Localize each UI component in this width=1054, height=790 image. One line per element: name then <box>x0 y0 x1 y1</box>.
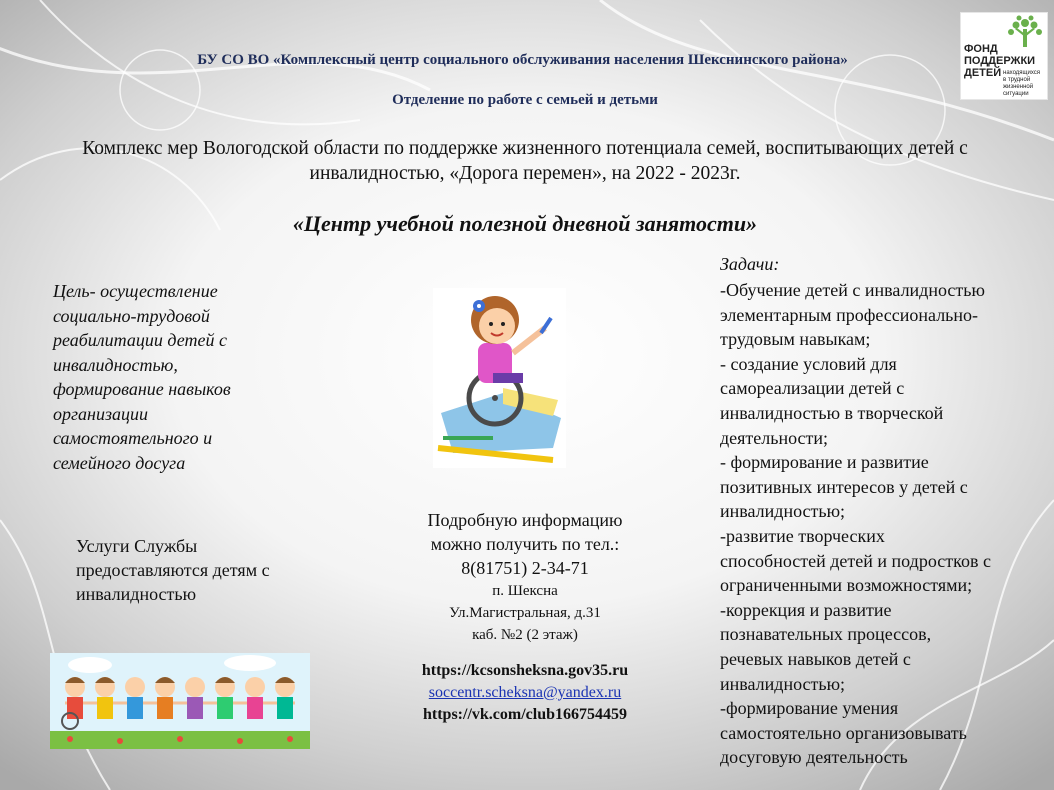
center-title: «Центр учебной полезной дневной занятости» <box>292 211 758 236</box>
task-line: деятельности; <box>720 427 829 448</box>
services-line: предоставляются детям с <box>76 560 270 580</box>
task-line: речевых навыков детей с <box>720 648 911 669</box>
address-room: каб. №2 (2 этаж) <box>472 627 578 643</box>
program-description-line: Комплекс мер Вологодской области по поддержке жизненного потенциала семей, воспитывающих детей с <box>82 138 968 159</box>
task-line: - формирование и развитие <box>720 452 929 473</box>
address-town: п. Шексна <box>492 583 558 599</box>
logo-sub-line: жизненной <box>1003 84 1034 90</box>
logo-subtitle <box>1003 70 1040 98</box>
goal-line: семейного досуга <box>53 452 186 473</box>
task-line: - создание условий для <box>720 353 897 374</box>
task-line: ограниченными возможностями; <box>720 575 973 596</box>
goal-line: инвалидностью, <box>53 354 178 375</box>
task-line: досуговую деятельность <box>720 747 908 768</box>
task-line: -Обучение детей с инвалидностью <box>720 280 985 300</box>
organization-title: БУ СО ВО «Комплексный центр социального обслуживания населения Шекснинского района» <box>197 52 848 68</box>
phone-number: 8(81751) 2-34-71 <box>461 558 589 578</box>
address-street: Ул.Магистральная, д.31 <box>449 605 601 621</box>
task-line: познавательных процессов, <box>720 624 932 645</box>
services-line: Услуги Службы <box>76 536 198 556</box>
contact-info <box>390 508 660 726</box>
child-wheelchair-illustration <box>433 288 566 468</box>
task-line: инвалидностью в творческой <box>720 402 944 423</box>
logo-sub-line: ситуации <box>1003 91 1029 97</box>
tasks-heading: Задачи: <box>720 254 780 274</box>
services-line: инвалидностью <box>76 584 197 604</box>
logo-line: ПОДДЕРЖКИ <box>964 55 1036 67</box>
info-line: можно получить по тел.: <box>430 534 620 554</box>
task-line: способностей детей и подростков с <box>720 550 991 571</box>
logo-sub-line: находящихся <box>1003 70 1041 76</box>
website-link[interactable]: https://kcsonsheksna.gov35.ru <box>421 662 629 679</box>
logo-line: ДЕТЕЙ <box>964 67 1002 79</box>
goal-line: реабилитации детей с <box>53 330 227 350</box>
task-line: позитивных интересов у детей с <box>720 476 968 497</box>
services-text <box>76 534 316 606</box>
task-line: -коррекция и развитие <box>720 599 892 620</box>
email-link[interactable]: soccentr.scheksna@yandex.ru <box>428 684 622 701</box>
goal-line: самостоятельного и <box>53 428 213 448</box>
task-line: самореализации детей с <box>720 378 905 399</box>
goal-line: организации <box>53 403 148 424</box>
program-description <box>30 136 1020 186</box>
task-line: -формирование умения <box>720 698 899 719</box>
logo-line: ФОНД <box>964 43 998 55</box>
program-description-line: инвалидностью, «Дорога перемен», на 2022 - 2023г. <box>309 163 741 184</box>
task-line: -развитие творческих <box>720 525 885 546</box>
info-line: Подробную информацию <box>427 510 623 530</box>
task-line: трудовым навыкам; <box>720 329 871 350</box>
goal-line: Цель- осуществление <box>53 281 218 301</box>
task-line: инвалидностью; <box>720 673 846 694</box>
children-holding-hands-illustration <box>50 653 310 749</box>
vk-link[interactable]: https://vk.com/club166754459 <box>422 706 627 723</box>
tasks-list <box>720 278 1040 770</box>
logo-sub-line: в трудной <box>1003 77 1031 83</box>
task-line: самостоятельно организовывать <box>720 722 967 743</box>
task-line: элементарным профессионально- <box>720 304 979 325</box>
goal-text <box>53 279 293 475</box>
foundation-logo <box>960 12 1048 100</box>
goal-line: формирование навыков <box>53 379 231 399</box>
department-title: Отделение по работе с семьей и детьми <box>392 92 658 108</box>
task-line: инвалидностью; <box>720 501 846 522</box>
goal-line: социально-трудовой <box>53 305 210 326</box>
